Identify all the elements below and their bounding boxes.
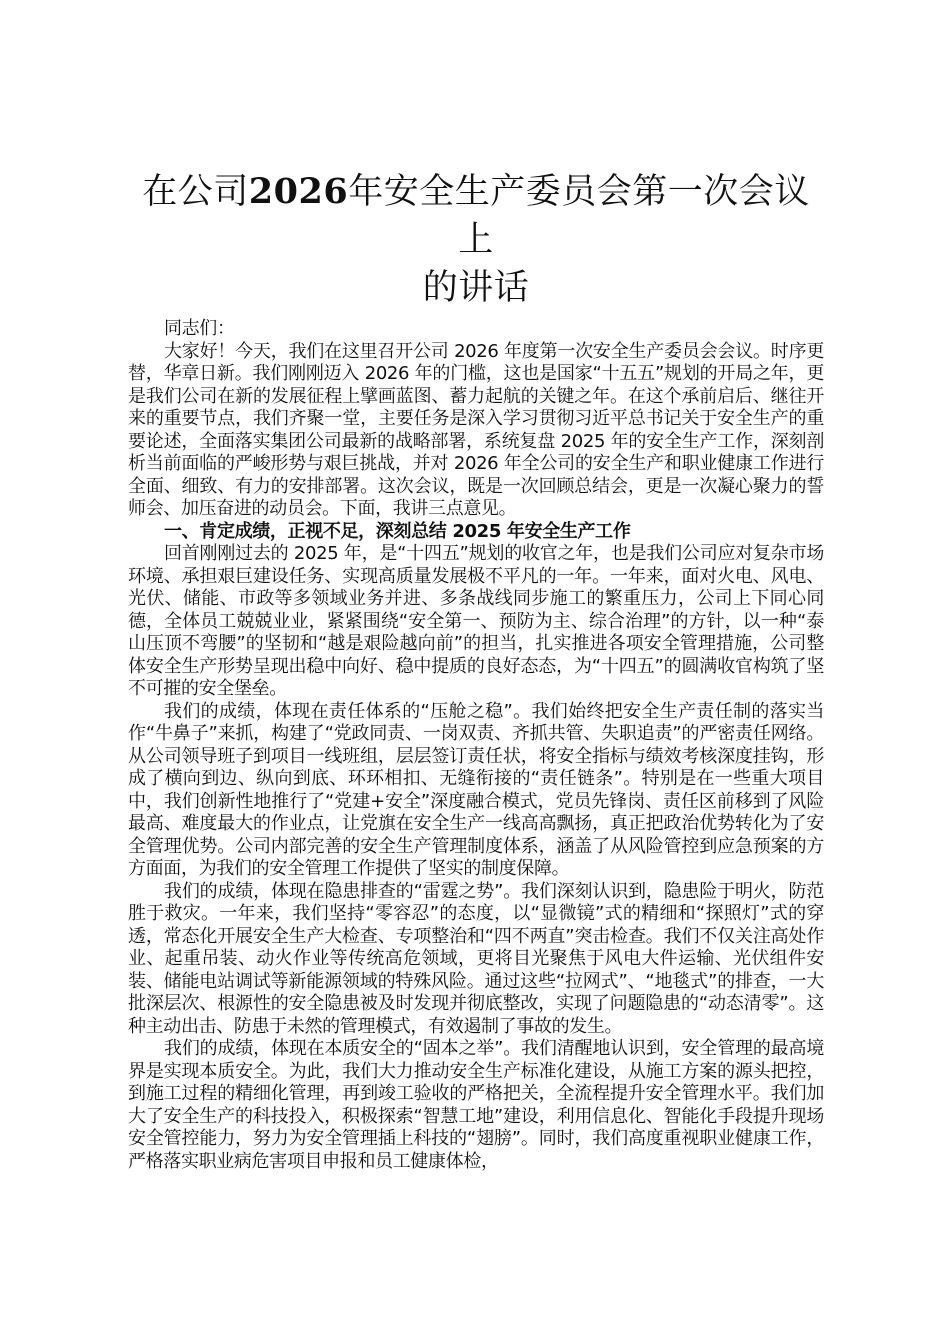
section-heading-1: 一、肯定成绩，正视不足，深刻总结 2025 年安全生产工作 (164, 520, 631, 542)
document-page (128, 168, 824, 1173)
body-paragraph-1: 回首刚刚过去的 2025 年，是“十四五”规划的收官之年，也是我们公司应对复杂市场环境、承担艰巨建设任务、实现高质量发展极不平凡的一年。一年来，面对火电、风电、光伏、储能、市政等多领域业务并进、多条战线同步施工的繁重压力，公司上下同心同德，全体员工兢兢业业，紧紧围绕“安全第一、预防为主、综合治理”的方针，以一种“泰山压顶不弯腰”的坚韧和“越是艰险越向前”的担当，扎实推进各项安全管理措施，公司整体安全生产形势呈现出稳中向好、稳中提质的良好态态，为“十四五”的圆满收官构筑了坚不可摧的安全堡垒。 (128, 543, 824, 699)
body-paragraph-2: 我们的成绩，体现在责任体系的“压舱之稳”。我们始终把安全生产责任制的落实当作“牛鼻子”来抓，构建了“党政同责、一岗双责、齐抓共管、失职追责”的严密责任网络。从公司领导班子到项目一线班组，层层签订责任状，将安全指标与绩效考核深度挂钩，形成了横向到边、纵向到底、环环相扣、无缝衔接的“责任链条”。特别是在一些重大项目中，我们创新性地推行了“党建+安全”深度融合模式，党员先锋岗、责任区前移到了风险最高、难度最大的作业点，让党旗在安全生产一线高高飘扬，真正把政治优势转化为了安全管理优势。公司内部完善的安全生产管理制度体系，涵盖了从风险管控到应急预案的方方面面，为我们的安全管理工作提供了坚实的制度保障。 (128, 700, 824, 879)
title-line2: 的讲话 (422, 268, 530, 308)
title-prefix: 在公司 (142, 172, 249, 212)
title-suffix: 年安全生产委员会第一次会议上 (348, 172, 810, 260)
document-title (128, 168, 824, 312)
intro-paragraph: 大家好！今天，我们在这里召开公司 2026 年度第一次安全生产委员会会议。时序更替，华章日新。我们刚刚迈入 2026 年的门槛，这也是国家“十五五”规划的开局之年，更是我们公司在新的发展征程上擘画蓝图、蓄力起航的关键之年。在这个承前启后、继往开来的重要节点，我们齐聚一堂，主要任务是深入学习贯彻习近平总书记关于安全生产的重要论述，全面落实集团公司最新的战略部署，系统复盘 2025 年的安全生产工作，深刻剖析当前面临的严峻形势与艰巨挑战，并对 2026 年全公司的安全生产和职业健康工作进行全面、细致、有力的安排部署。这次会议，既是一次回顾总结会，更是一次凝心聚力的誓师会、加压奋进的动员会。下面，我讲三点意见。 (128, 340, 824, 519)
body-paragraph-3: 我们的成绩，体现在隐患排查的“雷霆之势”。我们深刻认识到，隐患险于明火，防范胜于救灾。一年来，我们坚持“零容忍”的态度，以“显微镜”式的精细和“探照灯”式的穿透，常态化开展安全生产大检查、专项整治和“四不两直”突击检查。我们不仅关注高处作业、起重吊装、动火作业等传统高危领域，更将目光聚焦于风电大件运输、光伏组件安装、储能电站调试等新能源领域的特殊风险。通过这些“拉网式”、“地毯式”的排查，一大批深层次、根源性的安全隐患被及时发现并彻底整改，实现了问题隐患的“动态清零”。这种主动出击、防患于未然的管理模式，有效遏制了事故的发生。 (128, 880, 824, 1037)
body-paragraph-4: 我们的成绩，体现在本质安全的“固本之举”。我们清醒地认识到，安全管理的最高境界是实现本质安全。为此，我们大力推动安全生产标准化建设，从施工方案的源头把控，到施工过程的精细化管理，再到竣工验收的严格把关，全流程提升安全管理水平。我们加大了安全生产的科技投入，积极探索“智慧工地”建设，利用信息化、智能化手段提升现场安全管控能力，努力为安全管理插上科技的“翅膀”。同时，我们高度重视职业健康工作，严格落实职业病危害项目申报和员工健康体检， (128, 1038, 824, 1172)
salutation: 同志们： (164, 318, 235, 339)
title-year: 2026 (248, 171, 349, 212)
